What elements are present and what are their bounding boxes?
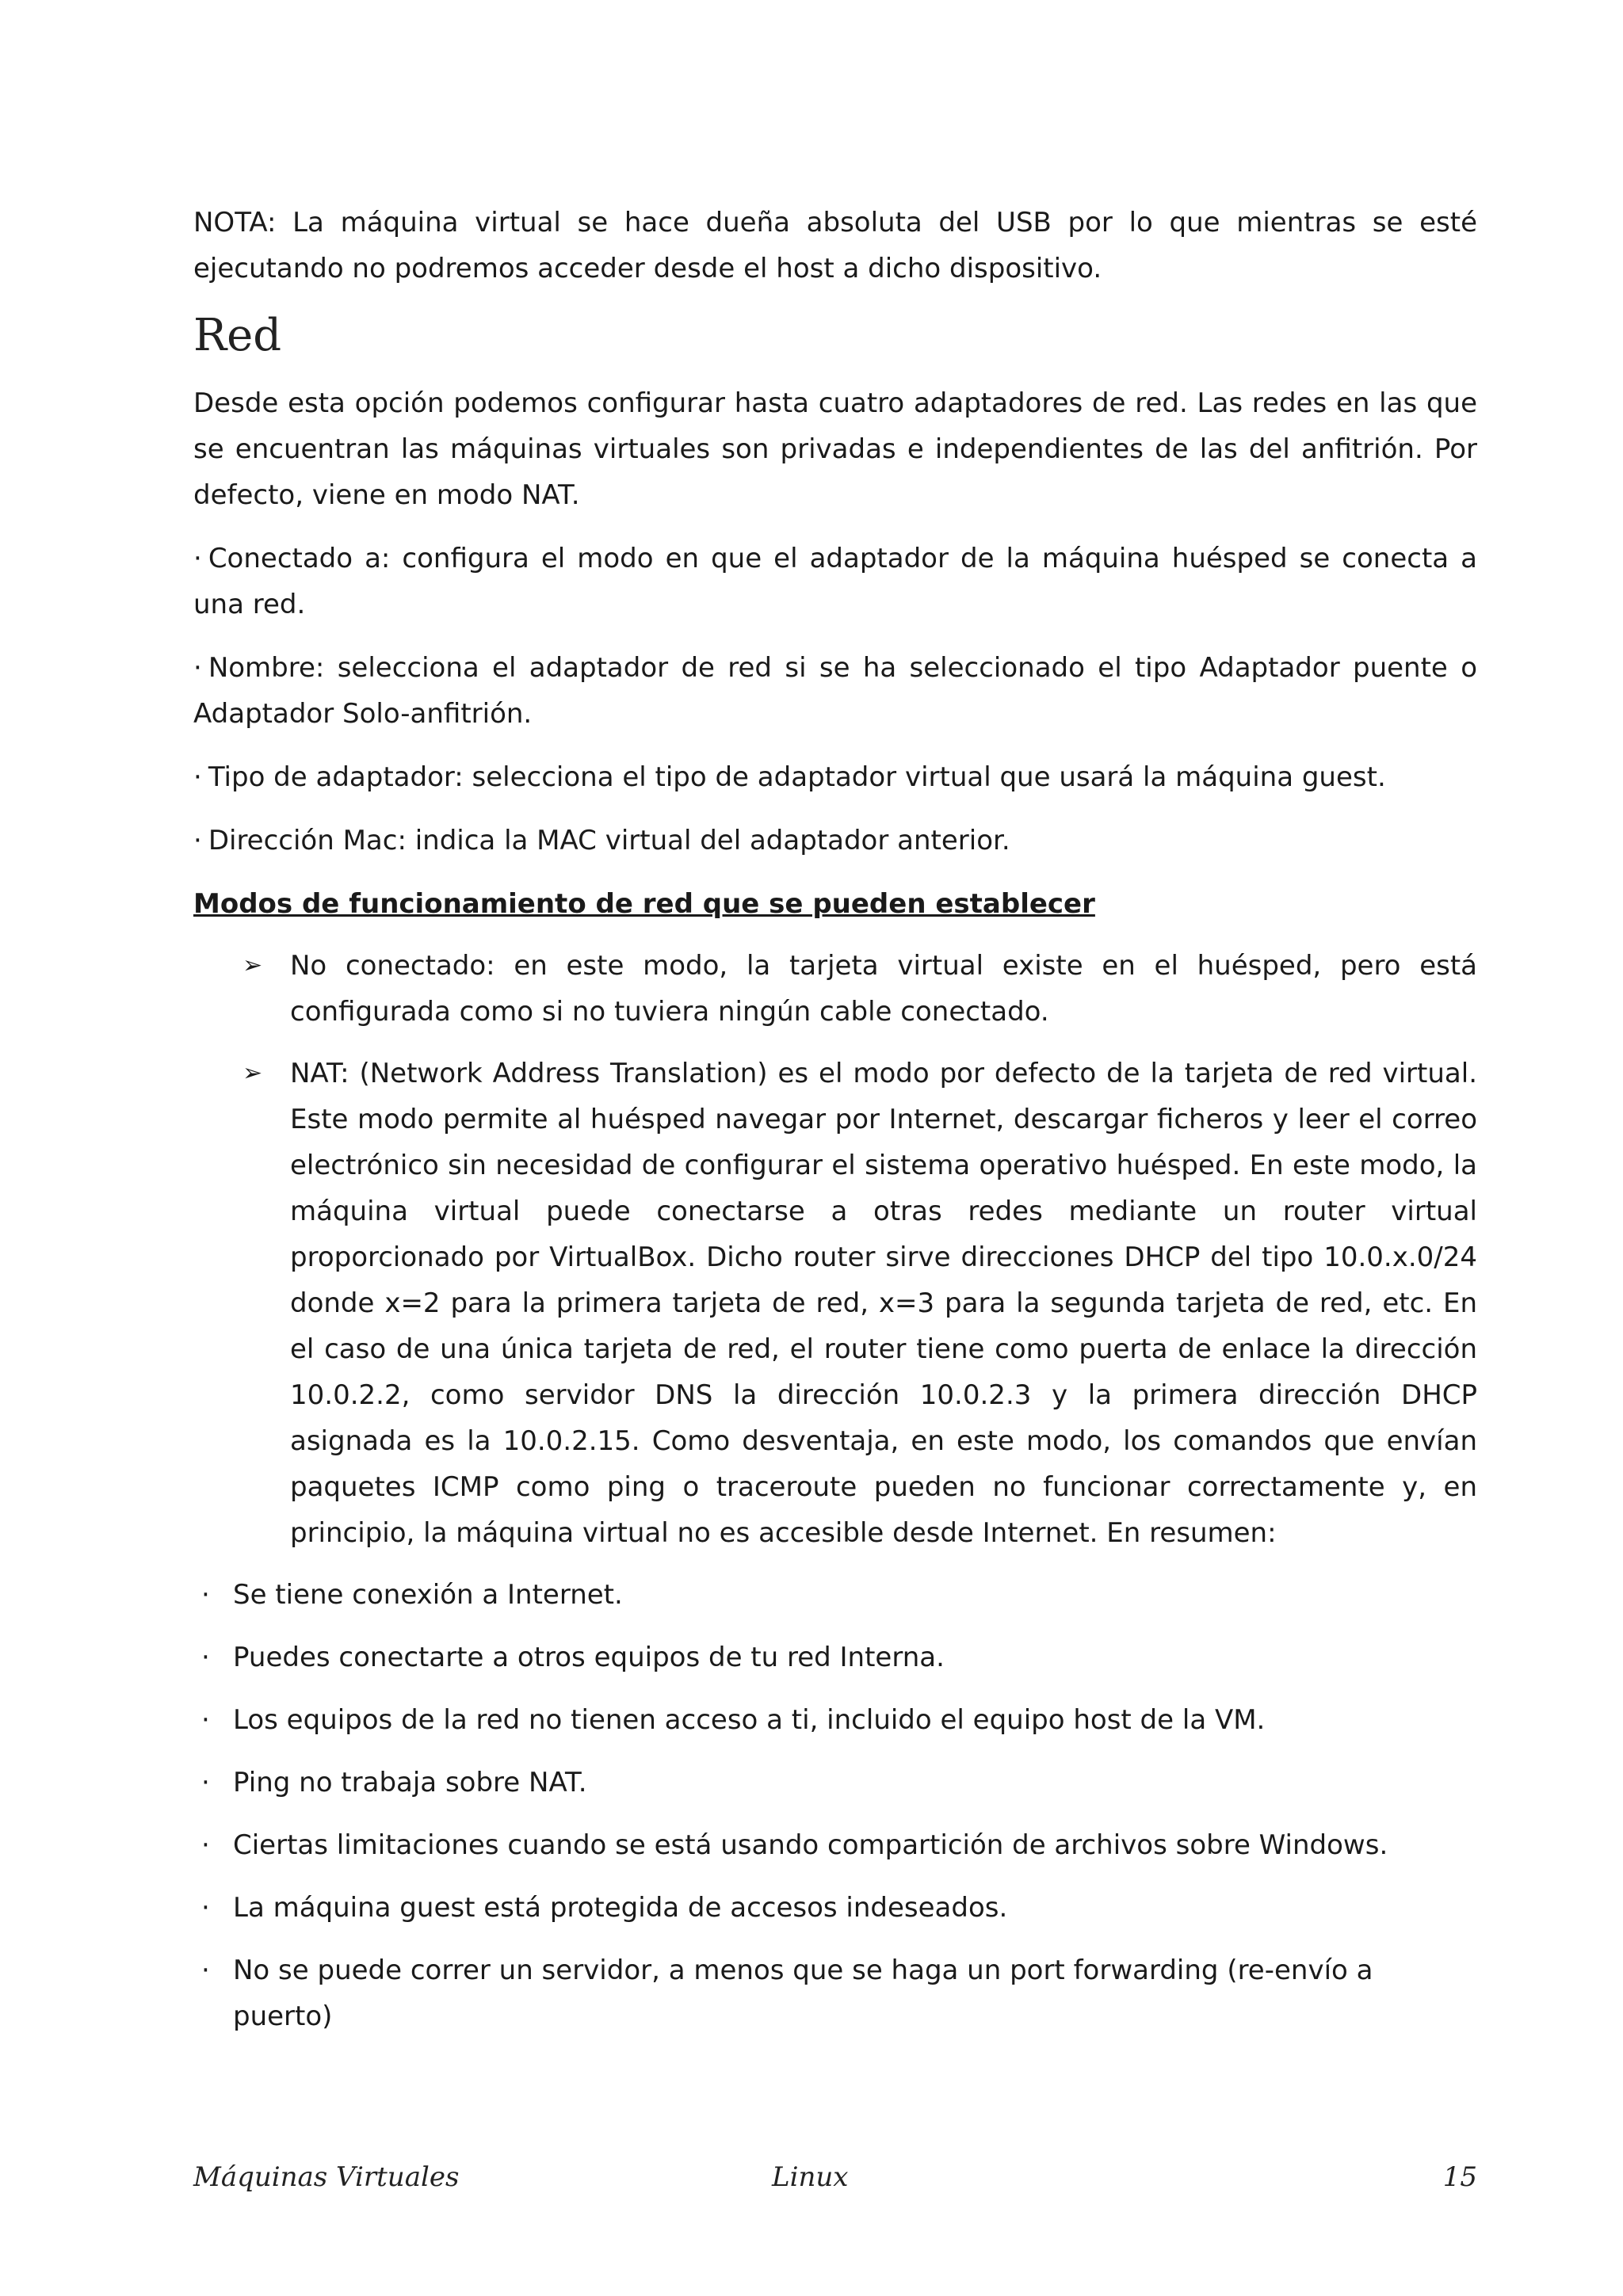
bullet-dot-icon: · xyxy=(193,652,202,684)
bullet-dot-icon: · xyxy=(201,1704,210,1736)
option-name xyxy=(193,645,1477,737)
option-text: Nombre: selecciona el adaptador de red si se ha seleccionado el tipo Adaptador puente o Adaptador Solo-anfitrión. xyxy=(193,652,1477,730)
page-footer xyxy=(193,2161,1477,2201)
arrow-bullet-icon: ➢ xyxy=(242,1059,263,1087)
mode-text: No conectado: en este modo, la tarjeta virtual existe en el huésped, pero está configurada como si no tuviera ningún cable conectado. xyxy=(290,950,1477,1028)
intro-paragraph: Desde esta opción podemos configurar hasta cuatro adaptadores de red. Las redes en las que se encuentran las máquinas virtuales son privadas e independientes de las del anfitrión. Por defecto, viene en modo NAT. xyxy=(193,387,1477,511)
page-content xyxy=(193,200,1477,2056)
page-number: 15 xyxy=(1442,2161,1477,2193)
section-title: Red xyxy=(193,310,282,361)
summary-text: Los equipos de la red no tienen acceso a ti, incluido el equipo host de la VM. xyxy=(233,1704,1266,1736)
summary-text: Se tiene conexión a Internet. xyxy=(233,1579,623,1611)
option-text: Dirección Mac: indica la MAC virtual del adaptador anterior. xyxy=(208,825,1010,856)
bullet-dot-icon: · xyxy=(201,1892,210,1924)
summary-item xyxy=(193,1822,1477,1868)
arrow-bullet-icon: ➢ xyxy=(242,952,263,979)
bullet-dot-icon: · xyxy=(201,1829,210,1861)
option-connected-to xyxy=(193,536,1477,627)
bullet-dot-icon: · xyxy=(201,1579,210,1611)
bullet-dot-icon: · xyxy=(193,825,202,856)
bullet-dot-icon: · xyxy=(193,543,202,574)
bullet-dot-icon: · xyxy=(201,1767,210,1798)
bullet-dot-icon: · xyxy=(201,1642,210,1673)
summary-item xyxy=(193,1760,1477,1806)
summary-item xyxy=(193,1697,1477,1743)
summary-text: Ping no trabaja sobre NAT. xyxy=(233,1767,587,1798)
mode-text: NAT: (Network Address Translation) es el modo por defecto de la tarjeta de red virtual. Este modo permite al huésped navegar por Internet, descargar ficheros y leer el correo electrónico sin necesidad de configurar el sistema operativo huésped. En este modo, la máquina virtual puede conectarse a otras redes mediante un router virtual proporcionado por VirtualBox. Dicho router sirve direcciones DHCP del tipo 10.0.x.0/24 donde x=2 para la primera tarjeta de red, x=3 para la segunda tarjeta de red, etc. En el caso de una única tarjeta de red, el router tiene como puerta de enlace la dirección 10.0.2.2, como servidor DNS la dirección 10.0.2.3 y la primera dirección DHCP asignada es la 10.0.2.15. Como desventaja, en este modo, los comandos que envían paquetes ICMP como ping o traceroute pueden no funcionar correctamente y, en principio, la máquina virtual no es accesible desde Internet. En resumen: xyxy=(290,1058,1477,1549)
option-mac-address xyxy=(193,818,1477,864)
mode-item-nat xyxy=(193,1051,1477,1556)
mode-item-not-connected xyxy=(193,943,1477,1035)
summary-text: No se puede correr un servidor, a menos que se haga un port forwarding (re-envío a puerto) xyxy=(233,1955,1373,2032)
footer-title: Máquinas Virtuales xyxy=(193,2161,460,2193)
footer-chapter: Linux xyxy=(772,2161,849,2193)
note-paragraph: NOTA: La máquina virtual se hace dueña absoluta del USB por lo que mientras se esté ejecutando no podremos acceder desde el host a dicho dispositivo. xyxy=(193,207,1477,284)
option-text: Tipo de adaptador: selecciona el tipo de adaptador virtual que usará la máquina guest. xyxy=(208,761,1386,793)
summary-item xyxy=(193,1572,1477,1618)
option-adapter-type xyxy=(193,754,1477,800)
summary-item xyxy=(193,1634,1477,1680)
modes-heading: Modos de funcionamiento de red que se pueden establecer xyxy=(193,888,1095,920)
summary-item xyxy=(193,1947,1477,2039)
bullet-dot-icon: · xyxy=(201,1955,210,1986)
summary-text: Puedes conectarte a otros equipos de tu red Interna. xyxy=(233,1642,945,1673)
summary-text: Ciertas limitaciones cuando se está usando compartición de archivos sobre Windows. xyxy=(233,1829,1388,1861)
summary-text: La máquina guest está protegida de accesos indeseados. xyxy=(233,1892,1008,1924)
option-text: Conectado a: configura el modo en que el adaptador de la máquina huésped se conecta a una red. xyxy=(193,543,1477,620)
summary-item xyxy=(193,1885,1477,1931)
bullet-dot-icon: · xyxy=(193,761,202,793)
